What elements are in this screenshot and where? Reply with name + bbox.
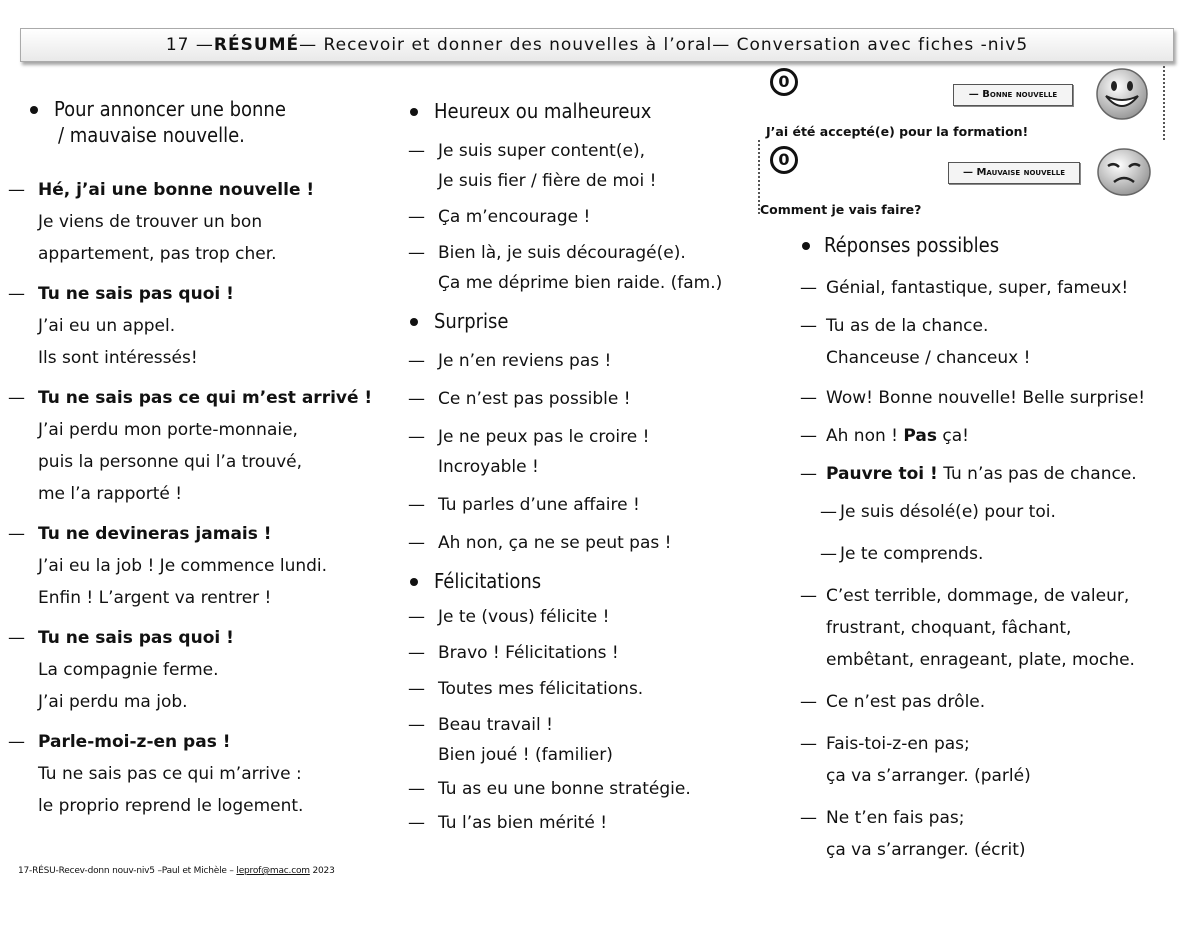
list-item: — Tu ne sais pas ce qui m’est arrivé ! J’ai perdu mon porte-monnaie, puis la personne qui l’a trouvé, me l’a rapporté !: [8, 388, 373, 504]
heading-line: Pour annoncer une bonne: [54, 97, 286, 121]
list-item: — Tu as eu une bonne stratégie.: [408, 779, 691, 799]
list-item: — Génial, fantastique, super, fameux!: [800, 278, 1129, 298]
list-item: — Tu ne sais pas quoi ! J’ai eu un appel. Ils sont intéressés!: [8, 284, 234, 368]
heading-surprise: Surprise: [408, 308, 758, 334]
list-item: — Pauvre toi ! Tu n’as pas de chance.: [800, 464, 1137, 484]
footer: 17-RÉSU-Recev-donn nouv-niv5 –Paul et Michèle – leprof@mac.com 2023: [18, 866, 335, 876]
good-news-label: — Bonne nouvelle: [953, 84, 1073, 106]
list-item: — Je te comprends.: [820, 544, 984, 564]
list-item: — Ce n’est pas possible !: [408, 389, 631, 409]
list-item: — Ah non ! Pas ça!: [800, 426, 969, 446]
list-item: — Ce n’est pas drôle.: [800, 692, 986, 712]
happy-face-icon: [1094, 66, 1150, 122]
good-news-sentence: J’ai été accepté(e) pour la formation!: [766, 124, 1029, 139]
column-reactions: [408, 98, 758, 838]
list-item: — Tu ne devineras jamais ! J’ai eu la job ! Je commence lundi. Enfin ! L’argent va rentrer !: [8, 524, 328, 608]
title-banner: [20, 28, 1174, 62]
list-item: — Beau travail ! Bien joué ! (familier): [408, 715, 613, 765]
heading-line: / mauvaise nouvelle.: [58, 123, 245, 147]
sad-face-icon: [1096, 146, 1152, 198]
list-item: — Bien là, je suis découragé(e). Ça me déprime bien raide. (fam.): [408, 243, 723, 293]
list-item: — Je te (vous) félicite !: [408, 607, 610, 627]
list-item: — Hé, j’ai une bonne nouvelle ! Je viens de trouver un bon appartement, pas trop cher.: [8, 180, 315, 264]
list-item: — Je suis super content(e), Je suis fier / fière de moi !: [408, 141, 657, 191]
list-item: — Ne t’en fais pas; ça va s’arranger. (écrit): [800, 808, 1026, 860]
heading-announce: [28, 96, 398, 148]
title-rest: — Recevoir et donner des nouvelles à l’oral— Conversation avec fiches -niv5: [299, 35, 1029, 55]
list-item: — Wow! Bonne nouvelle! Belle surprise!: [800, 388, 1146, 408]
email-link[interactable]: leprof@mac.com: [236, 866, 310, 876]
list-item: — Je ne peux pas le croire ! Incroyable !: [408, 427, 650, 477]
bad-news-label: — Mauvaise nouvelle: [948, 162, 1080, 184]
title-bold: RÉSUMÉ: [213, 35, 300, 55]
list-item: — Je n’en reviens pas !: [408, 351, 612, 371]
list-item: — Tu l’as bien mérité !: [408, 813, 608, 833]
heading-reponses: Réponses possibles: [800, 232, 1195, 258]
zero-icon: 0: [770, 146, 798, 174]
column-responses: [800, 232, 1195, 866]
list-item: — Tu parles d’une affaire !: [408, 495, 640, 515]
bad-news-sentence: Comment je vais faire?: [760, 202, 922, 217]
list-item: — Tu ne sais pas quoi ! La compagnie ferme. J’ai perdu ma job.: [8, 628, 234, 712]
heading-felicitations: Félicitations: [408, 568, 758, 594]
list-item: — Fais-toi-z-en pas; ça va s’arranger. (parlé): [800, 734, 1031, 786]
list-item: — Je suis désolé(e) pour toi.: [820, 502, 1056, 522]
list-item: — Toutes mes félicitations.: [408, 679, 644, 699]
list-item: — Ça m’encourage !: [408, 207, 591, 227]
column-announce: [8, 96, 398, 822]
title-prefix: 17 —: [165, 35, 214, 55]
list-item: — Parle-moi-z-en pas ! Tu ne sais pas ce qui m’arrive : le proprio reprend le logement.: [8, 732, 304, 816]
heading-heureux: Heureux ou malheureux: [408, 98, 758, 124]
list-item: — C’est terrible, dommage, de valeur, frustrant, choquant, fâchant, embêtant, enrageant, plate, moche.: [800, 586, 1135, 670]
list-item: — Ah non, ça ne se peut pas !: [408, 533, 672, 553]
divider: [1163, 66, 1165, 140]
news-cards-panel: [758, 66, 1170, 226]
list-item: — Bravo ! Félicitations !: [408, 643, 619, 663]
zero-icon: 0: [770, 68, 798, 96]
list-item: — Tu as de la chance. Chanceuse / chanceux !: [800, 316, 1031, 368]
